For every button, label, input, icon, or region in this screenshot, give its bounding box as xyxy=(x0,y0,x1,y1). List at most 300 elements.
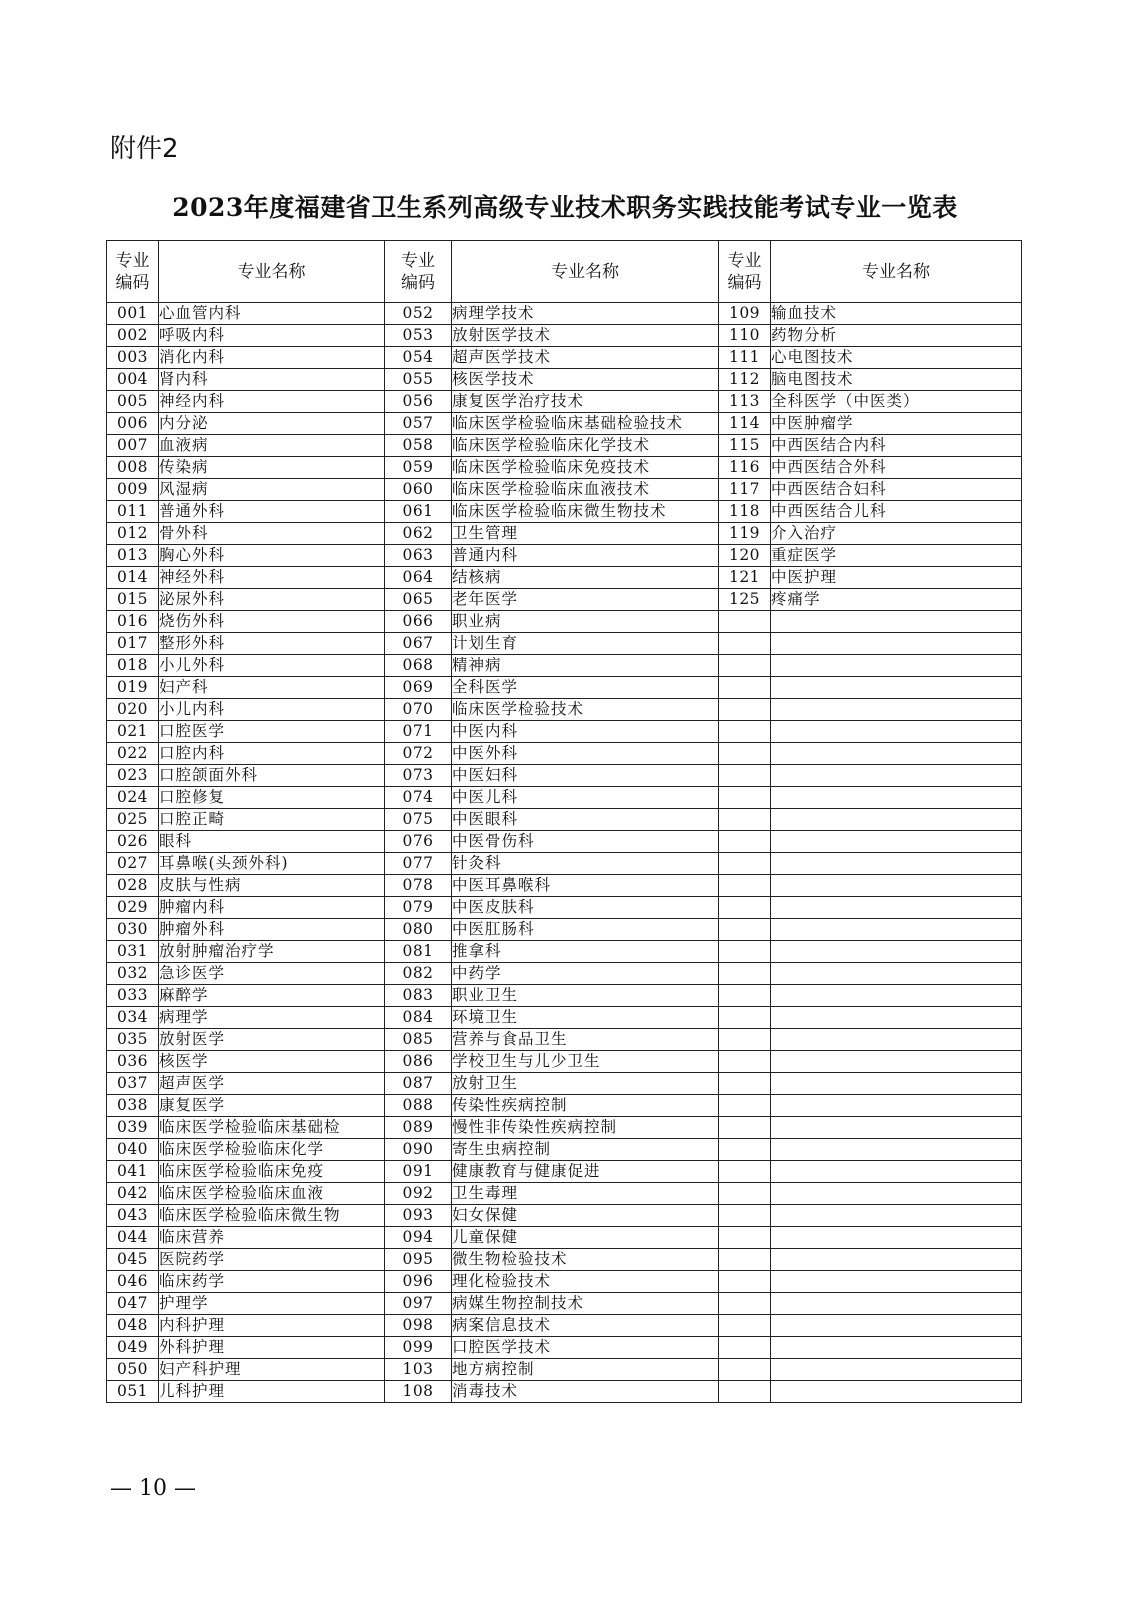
specialty-name: 血液病 xyxy=(159,435,385,457)
specialty-code: 018 xyxy=(107,655,159,677)
specialty-code: 001 xyxy=(107,303,159,325)
table-row xyxy=(107,963,1022,985)
table-row xyxy=(107,765,1022,787)
specialty-name: 儿科护理 xyxy=(159,1381,385,1403)
specialty-code: 012 xyxy=(107,523,159,545)
specialty-code: 043 xyxy=(107,1205,159,1227)
specialty-name: 中西医结合儿科 xyxy=(771,501,1022,523)
specialty-code: 003 xyxy=(107,347,159,369)
specialty-name: 口腔内科 xyxy=(159,743,385,765)
specialty-code xyxy=(719,1029,771,1051)
specialty-name: 健康教育与健康促进 xyxy=(452,1161,719,1183)
table-row xyxy=(107,1337,1022,1359)
specialty-code: 096 xyxy=(385,1271,452,1293)
table-row xyxy=(107,875,1022,897)
specialty-code: 028 xyxy=(107,875,159,897)
specialty-name: 临床医学检验临床化学技术 xyxy=(452,435,719,457)
specialty-code: 075 xyxy=(385,809,452,831)
specialty-code: 117 xyxy=(719,479,771,501)
specialty-name xyxy=(771,1337,1022,1359)
specialty-name: 风湿病 xyxy=(159,479,385,501)
specialty-name: 学校卫生与儿少卫生 xyxy=(452,1051,719,1073)
specialty-code xyxy=(719,1183,771,1205)
specialty-name: 肿瘤内科 xyxy=(159,897,385,919)
table-row xyxy=(107,743,1022,765)
table-row xyxy=(107,699,1022,721)
specialty-name: 卫生管理 xyxy=(452,523,719,545)
specialty-name xyxy=(771,941,1022,963)
specialty-code: 125 xyxy=(719,589,771,611)
specialty-name: 胸心外科 xyxy=(159,545,385,567)
specialty-code: 071 xyxy=(385,721,452,743)
specialty-name: 临床医学检验临床免疫 xyxy=(159,1161,385,1183)
specialty-code xyxy=(719,831,771,853)
specialty-code: 095 xyxy=(385,1249,452,1271)
table-row xyxy=(107,919,1022,941)
specialty-code: 038 xyxy=(107,1095,159,1117)
specialty-name xyxy=(771,1073,1022,1095)
specialty-code xyxy=(719,1271,771,1293)
specialty-name xyxy=(771,1205,1022,1227)
specialty-code: 078 xyxy=(385,875,452,897)
specialty-code xyxy=(719,1249,771,1271)
specialty-code xyxy=(719,1381,771,1403)
table-row xyxy=(107,1359,1022,1381)
specialty-name: 中医骨伤科 xyxy=(452,831,719,853)
specialty-code: 002 xyxy=(107,325,159,347)
specialty-code: 045 xyxy=(107,1249,159,1271)
specialty-code xyxy=(719,1293,771,1315)
specialty-name: 内分泌 xyxy=(159,413,385,435)
table-row xyxy=(107,435,1022,457)
table-header-row xyxy=(107,241,1022,303)
table-row xyxy=(107,1227,1022,1249)
table-row xyxy=(107,501,1022,523)
table-row xyxy=(107,985,1022,1007)
table-row xyxy=(107,1073,1022,1095)
specialty-name: 临床医学检验临床血液技术 xyxy=(452,479,719,501)
specialty-name: 全科医学 xyxy=(452,677,719,699)
specialty-name: 泌尿外科 xyxy=(159,589,385,611)
specialty-name: 中医外科 xyxy=(452,743,719,765)
specialty-code: 062 xyxy=(385,523,452,545)
specialty-name: 放射肿瘤治疗学 xyxy=(159,941,385,963)
specialty-name xyxy=(771,743,1022,765)
specialty-code: 115 xyxy=(719,435,771,457)
specialty-name: 临床医学检验临床基础检 xyxy=(159,1117,385,1139)
specialty-code: 092 xyxy=(385,1183,452,1205)
specialty-name: 放射卫生 xyxy=(452,1073,719,1095)
specialty-code: 074 xyxy=(385,787,452,809)
specialty-code xyxy=(719,765,771,787)
specialty-name: 临床医学检验临床微生物技术 xyxy=(452,501,719,523)
table-row xyxy=(107,523,1022,545)
table-row xyxy=(107,1161,1022,1183)
specialty-name: 口腔正畸 xyxy=(159,809,385,831)
specialty-code: 084 xyxy=(385,1007,452,1029)
specialty-code: 108 xyxy=(385,1381,452,1403)
specialty-name xyxy=(771,985,1022,1007)
table-row xyxy=(107,1007,1022,1029)
specialty-code xyxy=(719,1117,771,1139)
specialty-name: 口腔颌面外科 xyxy=(159,765,385,787)
specialty-code: 121 xyxy=(719,567,771,589)
specialty-code: 056 xyxy=(385,391,452,413)
specialty-code: 058 xyxy=(385,435,452,457)
table-row xyxy=(107,809,1022,831)
specialty-name: 整形外科 xyxy=(159,633,385,655)
specialty-code: 024 xyxy=(107,787,159,809)
specialty-code: 039 xyxy=(107,1117,159,1139)
specialty-name xyxy=(771,1095,1022,1117)
specialty-name: 烧伤外科 xyxy=(159,611,385,633)
specialty-code: 063 xyxy=(385,545,452,567)
specialty-code: 119 xyxy=(719,523,771,545)
specialty-name: 临床医学检验技术 xyxy=(452,699,719,721)
specialty-name xyxy=(771,1249,1022,1271)
specialty-name: 内科护理 xyxy=(159,1315,385,1337)
table-row xyxy=(107,897,1022,919)
table-row xyxy=(107,347,1022,369)
table-row xyxy=(107,655,1022,677)
specialty-name: 输血技术 xyxy=(771,303,1022,325)
specialty-name: 介入治疗 xyxy=(771,523,1022,545)
header-code: 专业 编码 xyxy=(385,241,452,303)
header-name: 专业名称 xyxy=(159,241,385,303)
specialty-code: 083 xyxy=(385,985,452,1007)
specialty-name: 中医肿瘤学 xyxy=(771,413,1022,435)
specialty-name: 妇女保健 xyxy=(452,1205,719,1227)
specialty-code: 055 xyxy=(385,369,452,391)
table-row xyxy=(107,677,1022,699)
table-row xyxy=(107,413,1022,435)
header-code: 专业 编码 xyxy=(107,241,159,303)
table-row xyxy=(107,545,1022,567)
specialty-name: 推拿科 xyxy=(452,941,719,963)
specialty-name: 老年医学 xyxy=(452,589,719,611)
specialty-code: 089 xyxy=(385,1117,452,1139)
specialty-name: 中医耳鼻喉科 xyxy=(452,875,719,897)
specialty-code: 072 xyxy=(385,743,452,765)
specialty-code: 080 xyxy=(385,919,452,941)
table-row xyxy=(107,633,1022,655)
specialty-code: 054 xyxy=(385,347,452,369)
specialty-code: 033 xyxy=(107,985,159,1007)
specialty-code: 052 xyxy=(385,303,452,325)
specialty-name: 麻醉学 xyxy=(159,985,385,1007)
specialty-name: 中西医结合外科 xyxy=(771,457,1022,479)
specialty-name: 临床医学检验临床免疫技术 xyxy=(452,457,719,479)
specialty-code xyxy=(719,1205,771,1227)
specialty-name: 心血管内科 xyxy=(159,303,385,325)
specialty-name: 临床医学检验临床微生物 xyxy=(159,1205,385,1227)
table-row xyxy=(107,787,1022,809)
specialty-code: 116 xyxy=(719,457,771,479)
specialty-name: 超声医学 xyxy=(159,1073,385,1095)
specialty-code xyxy=(719,699,771,721)
table-row xyxy=(107,1271,1022,1293)
specialty-code xyxy=(719,1359,771,1381)
specialty-code: 047 xyxy=(107,1293,159,1315)
specialty-name xyxy=(771,655,1022,677)
specialty-name: 传染性疾病控制 xyxy=(452,1095,719,1117)
specialty-name: 核医学技术 xyxy=(452,369,719,391)
specialty-name: 中医肛肠科 xyxy=(452,919,719,941)
specialty-code xyxy=(719,1315,771,1337)
specialty-code: 032 xyxy=(107,963,159,985)
specialty-name xyxy=(771,1139,1022,1161)
table-row xyxy=(107,303,1022,325)
specialty-code: 007 xyxy=(107,435,159,457)
specialty-code xyxy=(719,1007,771,1029)
specialty-code: 046 xyxy=(107,1271,159,1293)
specialty-name: 放射医学技术 xyxy=(452,325,719,347)
specialty-code: 070 xyxy=(385,699,452,721)
specialty-code xyxy=(719,677,771,699)
specialty-name xyxy=(771,611,1022,633)
specialty-name: 临床医学检验临床基础检验技术 xyxy=(452,413,719,435)
specialty-code: 041 xyxy=(107,1161,159,1183)
specialty-code: 022 xyxy=(107,743,159,765)
specialty-code: 013 xyxy=(107,545,159,567)
specialty-code: 029 xyxy=(107,897,159,919)
header-code: 专业 编码 xyxy=(719,241,771,303)
specialty-name: 中医妇科 xyxy=(452,765,719,787)
specialty-code: 114 xyxy=(719,413,771,435)
specialty-code: 049 xyxy=(107,1337,159,1359)
specialty-name: 外科护理 xyxy=(159,1337,385,1359)
specialty-name: 环境卫生 xyxy=(452,1007,719,1029)
specialty-code xyxy=(719,1139,771,1161)
specialty-name xyxy=(771,1051,1022,1073)
specialty-name xyxy=(771,1315,1022,1337)
page-title: 2023年度福建省卫生系列高级专业技术职务实践技能考试专业一览表 xyxy=(172,193,958,222)
table-row xyxy=(107,1293,1022,1315)
specialty-name: 医院药学 xyxy=(159,1249,385,1271)
specialty-code: 004 xyxy=(107,369,159,391)
specialty-code: 099 xyxy=(385,1337,452,1359)
specialty-code: 027 xyxy=(107,853,159,875)
specialty-code xyxy=(719,787,771,809)
specialty-name: 康复医学治疗技术 xyxy=(452,391,719,413)
table-row xyxy=(107,479,1022,501)
specialty-code: 006 xyxy=(107,413,159,435)
specialty-name: 口腔医学 xyxy=(159,721,385,743)
specialty-name: 全科医学（中医类） xyxy=(771,391,1022,413)
specialty-code xyxy=(719,1073,771,1095)
specialty-name xyxy=(771,677,1022,699)
specialty-name: 口腔修复 xyxy=(159,787,385,809)
specialty-code: 060 xyxy=(385,479,452,501)
specialty-name: 针灸科 xyxy=(452,853,719,875)
specialty-code xyxy=(719,1051,771,1073)
specialty-code: 110 xyxy=(719,325,771,347)
specialty-code xyxy=(719,897,771,919)
table-row xyxy=(107,1249,1022,1271)
specialty-code: 042 xyxy=(107,1183,159,1205)
specialty-code: 023 xyxy=(107,765,159,787)
specialty-code: 030 xyxy=(107,919,159,941)
specialty-name: 职业病 xyxy=(452,611,719,633)
specialty-name: 病媒生物控制技术 xyxy=(452,1293,719,1315)
table-row xyxy=(107,1205,1022,1227)
table-row xyxy=(107,1095,1022,1117)
specialty-code xyxy=(719,853,771,875)
table-row xyxy=(107,1029,1022,1051)
specialty-name: 脑电图技术 xyxy=(771,369,1022,391)
specialty-code: 051 xyxy=(107,1381,159,1403)
specialty-name: 小儿外科 xyxy=(159,655,385,677)
header-name: 专业名称 xyxy=(452,241,719,303)
attachment-label: 附件2 xyxy=(110,134,179,164)
specialty-code xyxy=(719,1095,771,1117)
specialty-code xyxy=(719,809,771,831)
specialty-code: 090 xyxy=(385,1139,452,1161)
specialty-code: 091 xyxy=(385,1161,452,1183)
specialty-name: 临床医学检验临床化学 xyxy=(159,1139,385,1161)
specialty-name: 神经内科 xyxy=(159,391,385,413)
specialty-name: 临床药学 xyxy=(159,1271,385,1293)
specialty-code: 085 xyxy=(385,1029,452,1051)
specialty-name: 药物分析 xyxy=(771,325,1022,347)
specialty-code: 020 xyxy=(107,699,159,721)
specialty-code: 036 xyxy=(107,1051,159,1073)
specialty-code: 076 xyxy=(385,831,452,853)
specialty-table xyxy=(106,240,1022,1403)
specialty-name: 中药学 xyxy=(452,963,719,985)
specialty-name: 临床营养 xyxy=(159,1227,385,1249)
specialty-code: 017 xyxy=(107,633,159,655)
specialty-name: 妇产科护理 xyxy=(159,1359,385,1381)
specialty-code: 066 xyxy=(385,611,452,633)
specialty-name xyxy=(771,831,1022,853)
specialty-name: 寄生虫病控制 xyxy=(452,1139,719,1161)
specialty-name: 神经外科 xyxy=(159,567,385,589)
specialty-name: 妇产科 xyxy=(159,677,385,699)
specialty-code: 037 xyxy=(107,1073,159,1095)
specialty-name xyxy=(771,633,1022,655)
specialty-name: 中医眼科 xyxy=(452,809,719,831)
specialty-code: 113 xyxy=(719,391,771,413)
table-row xyxy=(107,1117,1022,1139)
specialty-name xyxy=(771,1183,1022,1205)
specialty-name xyxy=(771,1007,1022,1029)
specialty-code: 118 xyxy=(719,501,771,523)
specialty-name xyxy=(771,1117,1022,1139)
specialty-name: 口腔医学技术 xyxy=(452,1337,719,1359)
specialty-name: 眼科 xyxy=(159,831,385,853)
specialty-code: 044 xyxy=(107,1227,159,1249)
specialty-code: 026 xyxy=(107,831,159,853)
specialty-code: 103 xyxy=(385,1359,452,1381)
specialty-name: 地方病控制 xyxy=(452,1359,719,1381)
table-row xyxy=(107,369,1022,391)
specialty-code: 068 xyxy=(385,655,452,677)
specialty-code xyxy=(719,985,771,1007)
specialty-code: 053 xyxy=(385,325,452,347)
specialty-name: 放射医学 xyxy=(159,1029,385,1051)
specialty-name: 中医皮肤科 xyxy=(452,897,719,919)
specialty-name: 儿童保健 xyxy=(452,1227,719,1249)
specialty-code: 079 xyxy=(385,897,452,919)
table-row xyxy=(107,1381,1022,1403)
specialty-name: 病理学技术 xyxy=(452,303,719,325)
table-row xyxy=(107,611,1022,633)
specialty-name: 中医儿科 xyxy=(452,787,719,809)
specialty-name xyxy=(771,699,1022,721)
header-name: 专业名称 xyxy=(771,241,1022,303)
specialty-name xyxy=(771,809,1022,831)
specialty-name: 骨外科 xyxy=(159,523,385,545)
specialty-code: 109 xyxy=(719,303,771,325)
specialty-name: 中西医结合内科 xyxy=(771,435,1022,457)
specialty-code: 065 xyxy=(385,589,452,611)
specialty-code: 009 xyxy=(107,479,159,501)
specialty-name: 急诊医学 xyxy=(159,963,385,985)
specialty-name: 康复医学 xyxy=(159,1095,385,1117)
specialty-code: 088 xyxy=(385,1095,452,1117)
table-row xyxy=(107,1183,1022,1205)
specialty-name xyxy=(771,963,1022,985)
specialty-code: 087 xyxy=(385,1073,452,1095)
specialty-name xyxy=(771,787,1022,809)
specialty-code: 035 xyxy=(107,1029,159,1051)
specialty-code: 112 xyxy=(719,369,771,391)
specialty-name: 普通内科 xyxy=(452,545,719,567)
page-number: — 10 — xyxy=(110,1476,196,1501)
specialty-name: 传染病 xyxy=(159,457,385,479)
specialty-name: 中医护理 xyxy=(771,567,1022,589)
specialty-name: 职业卫生 xyxy=(452,985,719,1007)
specialty-name: 中西医结合妇科 xyxy=(771,479,1022,501)
specialty-name xyxy=(771,1293,1022,1315)
specialty-code: 073 xyxy=(385,765,452,787)
specialty-name: 消化内科 xyxy=(159,347,385,369)
specialty-name: 理化检验技术 xyxy=(452,1271,719,1293)
table-row xyxy=(107,391,1022,413)
table-row xyxy=(107,831,1022,853)
specialty-name: 肾内科 xyxy=(159,369,385,391)
specialty-code: 005 xyxy=(107,391,159,413)
specialty-code: 081 xyxy=(385,941,452,963)
specialty-code: 082 xyxy=(385,963,452,985)
specialty-code: 064 xyxy=(385,567,452,589)
specialty-code: 050 xyxy=(107,1359,159,1381)
specialty-code xyxy=(719,1161,771,1183)
specialty-code: 016 xyxy=(107,611,159,633)
specialty-name xyxy=(771,1227,1022,1249)
specialty-name: 肿瘤外科 xyxy=(159,919,385,941)
specialty-code: 034 xyxy=(107,1007,159,1029)
specialty-code: 086 xyxy=(385,1051,452,1073)
specialty-code: 069 xyxy=(385,677,452,699)
specialty-code: 019 xyxy=(107,677,159,699)
specialty-name: 病理学 xyxy=(159,1007,385,1029)
specialty-code: 014 xyxy=(107,567,159,589)
specialty-code: 061 xyxy=(385,501,452,523)
specialty-code xyxy=(719,1227,771,1249)
specialty-code: 040 xyxy=(107,1139,159,1161)
table-row xyxy=(107,853,1022,875)
specialty-code: 098 xyxy=(385,1315,452,1337)
specialty-code: 093 xyxy=(385,1205,452,1227)
specialty-name: 心电图技术 xyxy=(771,347,1022,369)
specialty-name: 疼痛学 xyxy=(771,589,1022,611)
specialty-code xyxy=(719,743,771,765)
table-row xyxy=(107,941,1022,963)
specialty-name: 微生物检验技术 xyxy=(452,1249,719,1271)
specialty-name: 卫生毒理 xyxy=(452,1183,719,1205)
